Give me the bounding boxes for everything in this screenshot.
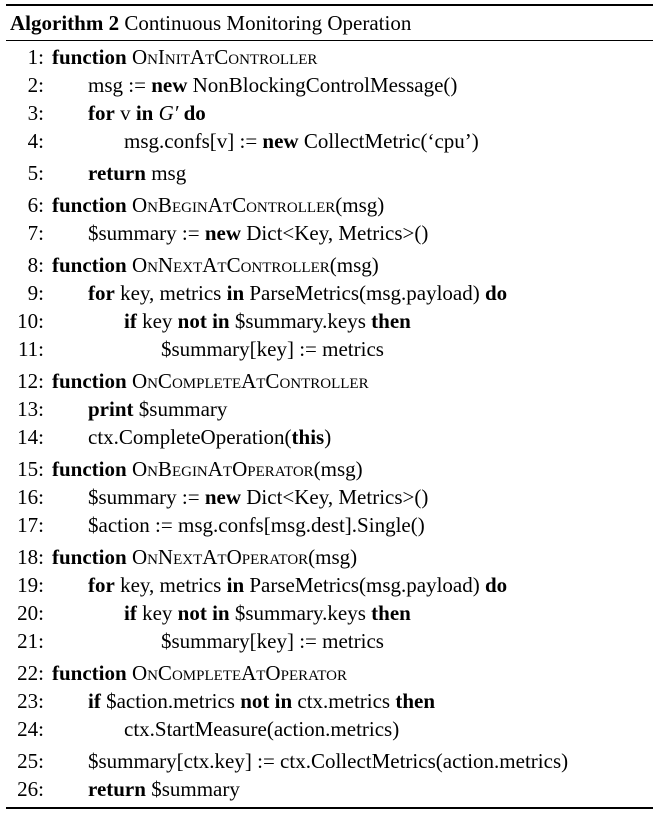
line-number: 19: [17,573,44,597]
code-text: Dict<Key, Metrics>() [241,485,429,509]
line-code [88,99,206,127]
line-number: 26: [17,777,44,801]
code-text: (msg) [308,545,358,569]
code-text: $summary [133,397,228,421]
line-code [52,191,384,219]
keyword: not in [177,601,230,625]
keyword: then [371,601,411,625]
procedure-name: OnInitAtController [131,45,318,69]
code-text: $summary.keys [229,309,372,333]
code-text: NonBlockingControlMessage() [187,73,458,97]
bottom-rule [6,807,653,809]
procedure-name: OnCompleteAtController [131,369,369,393]
line-number: 16: [17,485,44,509]
line-code [88,747,568,775]
code-line [6,219,653,247]
line-number: 17: [17,513,44,537]
keyword: not in [177,309,230,333]
code-text: (msg) [335,193,385,217]
code-line [6,395,653,423]
code-line [6,687,653,715]
code-text: CollectMetric(‘cpu’) [298,129,479,153]
code-text: $summary := [88,221,205,245]
keyword: in [135,101,154,125]
line-code [161,335,384,363]
line-number: 1: [27,45,44,69]
keyword: if [124,309,137,333]
code-line [6,423,653,451]
code-line [6,659,653,687]
code-text: Dict<Key, Metrics>() [241,221,429,245]
code-line [6,543,653,571]
line-code [124,599,411,627]
code-text: v [114,101,136,125]
code-line [6,99,653,127]
keyword: if [88,689,101,713]
code-text: $summary.keys [229,601,372,625]
line-code [52,543,357,571]
keyword: function [52,545,127,569]
line-code [88,279,507,307]
procedure-name: OnNextAtOperator [131,545,309,569]
code-text: key [136,601,178,625]
keyword: do [484,573,508,597]
code-text: $summary [145,777,240,801]
keyword: function [52,253,127,277]
keyword: return [88,777,146,801]
code-line [6,599,653,627]
algorithm-caption [6,6,653,40]
keyword: function [52,369,127,393]
code-line [6,251,653,279]
line-number: 18: [17,545,44,569]
keyword: do [183,101,206,125]
line-code [52,455,363,483]
code-text: key [136,309,178,333]
line-code [52,251,379,279]
line-number: 7: [27,221,44,245]
keyword: in [226,281,245,305]
algorithm-block [6,4,653,809]
procedure-name: OnBeginAtController [131,193,336,217]
line-code [52,367,369,395]
code-text: ctx.StartMeasure(action.metrics) [124,717,400,741]
keyword: for [88,573,115,597]
keyword: function [52,193,127,217]
code-line [6,747,653,775]
keyword: return [88,161,146,185]
code-text: $summary[key] := metrics [161,629,384,653]
line-number: 13: [17,397,44,421]
math-symbol: G′ [158,101,179,125]
code-line [6,571,653,599]
code-text: msg.confs[v] := [124,129,263,153]
line-number: 23: [17,689,44,713]
line-code [88,775,240,803]
line-number: 5: [27,161,44,185]
procedure-name: OnCompleteAtOperator [131,661,348,685]
keyword: in [226,573,245,597]
line-number: 3: [27,101,44,125]
code-line [6,307,653,335]
code-text: $action := msg.confs[msg.dest].Single() [88,513,425,537]
keyword: this [291,425,325,449]
keyword: then [371,309,411,333]
line-code [88,395,227,423]
line-code [52,43,317,71]
code-text: $summary := [88,485,205,509]
line-code [88,423,331,451]
line-code [88,219,428,247]
code-line [6,715,653,743]
code-line [6,627,653,655]
line-number: 21: [17,629,44,653]
line-code [88,571,507,599]
line-code [161,627,384,655]
code-text: (msg) [329,253,379,277]
code-line [6,279,653,307]
keyword: then [395,689,436,713]
code-text: ParseMetrics(msg.payload) [244,281,485,305]
line-code [88,511,425,539]
algorithm-body [6,41,653,807]
keyword: function [52,45,127,69]
code-text: ParseMetrics(msg.payload) [244,573,485,597]
keyword: for [88,101,115,125]
code-text: ctx.metrics [292,689,396,713]
algorithm-title: Continuous Monitoring Operation [124,11,412,35]
line-number: 24: [17,717,44,741]
line-number: 11: [17,337,44,361]
line-code [124,127,479,155]
line-number: 12: [17,369,44,393]
code-line [6,127,653,155]
keyword: function [52,661,127,685]
line-code [88,483,428,511]
line-number: 9: [27,281,44,305]
code-line [6,511,653,539]
code-line [6,775,653,803]
keyword: if [124,601,137,625]
line-number: 14: [17,425,44,449]
code-text: ctx.CompleteOperation( [88,425,292,449]
line-number: 20: [17,601,44,625]
code-text: ) [324,425,332,449]
line-code [52,659,347,687]
code-text: msg := [88,73,152,97]
code-text: msg [145,161,187,185]
line-code [124,307,411,335]
line-number: 8: [27,253,44,277]
procedure-name: OnBeginAtOperator [131,457,314,481]
code-text: $summary[ctx.key] := ctx.CollectMetrics(action.metrics) [88,749,569,773]
keyword: for [88,281,115,305]
line-code [88,71,457,99]
code-line [6,159,653,187]
procedure-name: OnNextAtController [131,253,330,277]
keyword: function [52,457,127,481]
line-number: 25: [17,749,44,773]
code-line [6,43,653,71]
code-line [6,191,653,219]
code-text: key, metrics [114,281,227,305]
code-text: $action.metrics [100,689,241,713]
line-number: 4: [27,129,44,153]
line-number: 6: [27,193,44,217]
keyword: new [262,129,299,153]
keyword: not in [240,689,293,713]
keyword: print [88,397,134,421]
line-number: 10: [17,309,44,333]
code-line [6,71,653,99]
line-number: 22: [17,661,44,685]
code-line [6,367,653,395]
line-code [88,687,435,715]
line-code [88,159,186,187]
keyword: do [484,281,508,305]
code-text: key, metrics [114,573,227,597]
line-code [124,715,399,743]
algorithm-label: Algorithm 2 [10,11,120,35]
keyword: new [151,73,188,97]
code-line [6,455,653,483]
keyword: new [204,221,242,245]
line-number: 15: [17,457,44,481]
code-line [6,483,653,511]
code-text: (msg) [313,457,363,481]
code-text: $summary[key] := metrics [161,337,384,361]
line-number: 2: [27,73,44,97]
keyword: new [204,485,242,509]
code-line [6,335,653,363]
